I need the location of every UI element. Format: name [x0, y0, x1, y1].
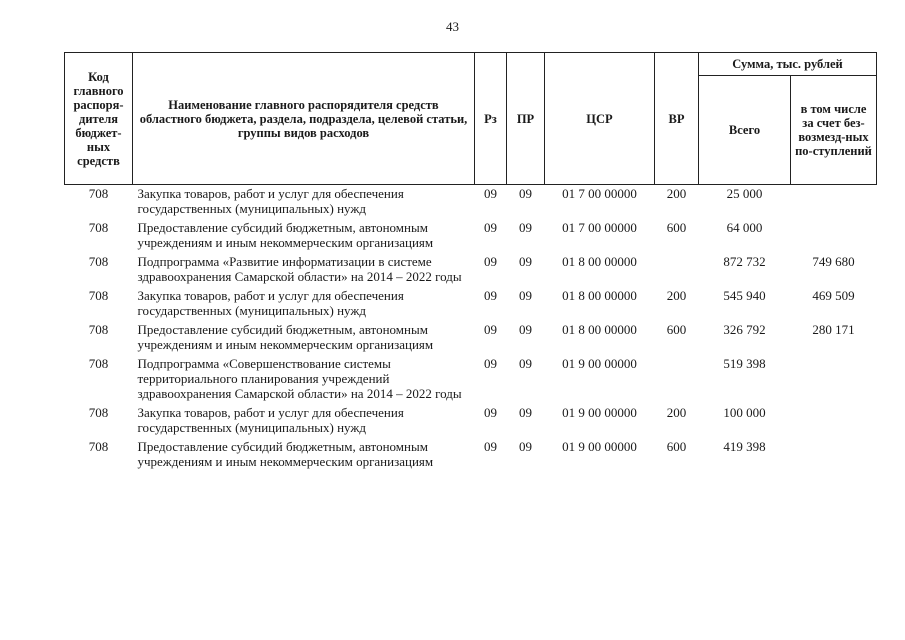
cell-free: [791, 438, 877, 472]
cell-csr: 01 7 00 00000: [562, 220, 637, 235]
table-row: [65, 287, 877, 321]
cell-vr: 600: [666, 322, 687, 337]
table-row: [65, 404, 877, 438]
cell-free: 280 171: [812, 322, 855, 337]
cell-code: 708: [88, 405, 109, 420]
header-name: Наименование главного распорядителя средств областного бюджета, раздела, подраздела, целевой статьи, группы видов расходов: [133, 53, 475, 185]
cell-total: 519 398: [723, 356, 766, 371]
cell-code: 708: [88, 322, 109, 337]
header-code: Код главного распоря-дителя бюджет-ных средств: [65, 53, 133, 185]
cell-pr: 09: [519, 356, 532, 371]
cell-name: Закупка товаров, работ и услуг для обеспечения государственных (муниципальных) нужд: [137, 405, 404, 435]
cell-pr: 09: [519, 254, 532, 269]
cell-total: 419 398: [723, 439, 766, 454]
header-rz: Рз: [475, 53, 507, 185]
page-number: 43: [446, 19, 459, 34]
header-total: Всего: [699, 76, 791, 185]
header-vr: ВР: [655, 53, 699, 185]
cell-pr: 09: [519, 288, 532, 303]
cell-rz: 09: [484, 405, 497, 420]
cell-vr: 200: [666, 405, 687, 420]
cell-vr: 600: [666, 439, 687, 454]
cell-rz: 09: [484, 288, 497, 303]
cell-code: 708: [88, 186, 109, 201]
header-csr: ЦСР: [545, 53, 655, 185]
table-row: [65, 355, 877, 404]
header-free: в том числе за счет без-возмезд-ных по-ступлений: [791, 76, 877, 185]
cell-name: Предоставление субсидий бюджетным, автономным учреждениям и иным некоммерческим организациям: [137, 439, 434, 469]
cell-rz: 09: [484, 186, 497, 201]
cell-name: Предоставление субсидий бюджетным, автономным учреждениям и иным некоммерческим организациям: [137, 322, 434, 352]
cell-csr: 01 8 00 00000: [562, 254, 637, 269]
cell-csr: 01 9 00 00000: [562, 405, 637, 420]
cell-free: [791, 219, 877, 253]
cell-total: 545 940: [723, 288, 766, 303]
table-row: [65, 321, 877, 355]
cell-free: [791, 355, 877, 404]
cell-vr: [655, 355, 699, 404]
cell-name: Закупка товаров, работ и услуг для обеспечения государственных (муниципальных) нужд: [137, 288, 404, 318]
table-row: [65, 253, 877, 287]
table-body: [65, 185, 877, 473]
header-sum: Сумма, тыс. рублей: [699, 53, 877, 76]
cell-free: [791, 404, 877, 438]
cell-code: 708: [88, 288, 109, 303]
cell-csr: 01 7 00 00000: [562, 186, 637, 201]
cell-code: 708: [88, 439, 109, 454]
table-row: [65, 438, 877, 472]
cell-csr: 01 8 00 00000: [562, 288, 637, 303]
cell-pr: 09: [519, 220, 532, 235]
budget-table: [64, 52, 877, 472]
cell-rz: 09: [484, 220, 497, 235]
cell-pr: 09: [519, 405, 532, 420]
cell-name: Закупка товаров, работ и услуг для обеспечения государственных (муниципальных) нужд: [137, 186, 404, 216]
cell-vr: 200: [666, 288, 687, 303]
table-row: [65, 185, 877, 220]
cell-rz: 09: [484, 356, 497, 371]
cell-total: 872 732: [723, 254, 766, 269]
cell-free: 469 509: [812, 288, 855, 303]
cell-total: 100 000: [723, 405, 766, 420]
cell-code: 708: [88, 356, 109, 371]
cell-total: 25 000: [726, 186, 763, 201]
cell-vr: 200: [666, 186, 687, 201]
table-row: [65, 219, 877, 253]
cell-rz: 09: [484, 439, 497, 454]
cell-code: 708: [88, 254, 109, 269]
cell-pr: 09: [519, 439, 532, 454]
cell-name: Подпрограмма «Совершенствование системы территориального планирования учреждений здравоохранения Самарской области» на 2014 – 2022 годы: [137, 356, 462, 401]
cell-total: 326 792: [723, 322, 766, 337]
cell-rz: 09: [484, 254, 497, 269]
cell-free: 749 680: [812, 254, 855, 269]
cell-pr: 09: [519, 322, 532, 337]
cell-csr: 01 9 00 00000: [562, 439, 637, 454]
cell-vr: 600: [666, 220, 687, 235]
cell-csr: 01 8 00 00000: [562, 322, 637, 337]
cell-csr: 01 9 00 00000: [562, 356, 637, 371]
cell-name: Подпрограмма «Развитие информатизации в системе здравоохранения Самарской области» на 2014 – 2022 годы: [137, 254, 462, 284]
cell-total: 64 000: [726, 220, 763, 235]
cell-free: [791, 185, 877, 220]
cell-rz: 09: [484, 322, 497, 337]
cell-pr: 09: [519, 186, 532, 201]
cell-code: 708: [88, 220, 109, 235]
cell-name: Предоставление субсидий бюджетным, автономным учреждениям и иным некоммерческим организациям: [137, 220, 434, 250]
cell-vr: [655, 253, 699, 287]
header-pr: ПР: [507, 53, 545, 185]
